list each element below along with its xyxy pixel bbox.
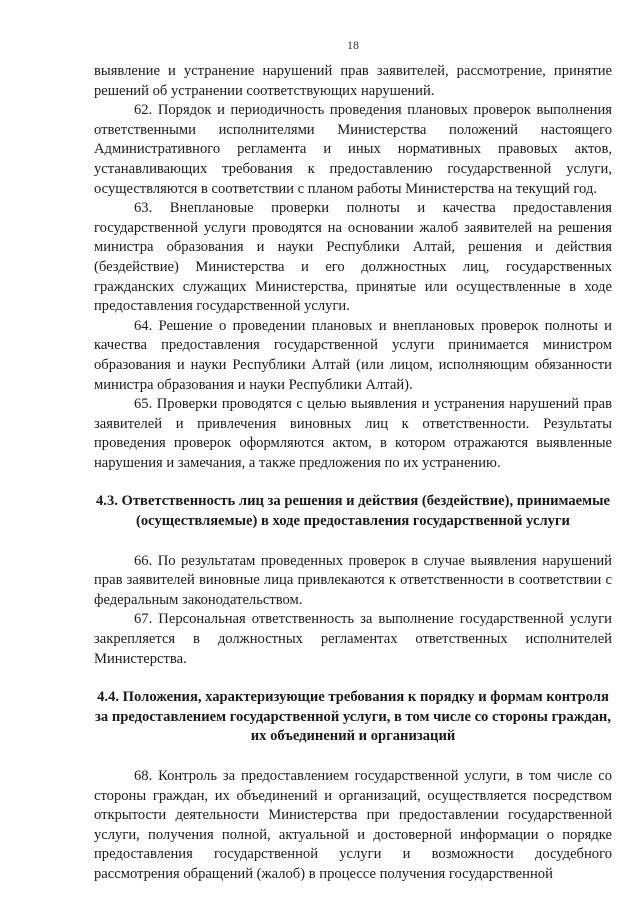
page-number: 18 (347, 38, 359, 52)
document-body (94, 62, 612, 885)
paragraph-65: 65. Проверки проводятся с целью выявления и устранения нарушений прав заявителей и привлечения виновных лиц к ответственности. Результаты проведения проверок оформляются актом, в котором отражаются выявленные нарушения и замечания, а также предложения по их устранению. (94, 396, 612, 471)
spacer (94, 532, 612, 552)
paragraph-64: 64. Решение о проведении плановых и внеплановых проверок полноты и качества предоставления государственной услуги принимается министром образования и науки Республики Алтай (или лицом, исполняющим обязанности министра образования и науки Республики Алтай). (94, 317, 612, 393)
paragraph-68: 68. Контроль за предоставлением государственной услуги, в том числе со стороны граждан, их объединений и организаций, осуществляется посредством открытости деятельности Министерства при предоставлении государственной услуги, получения полной, актуальной и достоверной информации о порядке предоставления государственной услуги и возможности досудебного рассмотрения обращений (жалоб) в процессе получения государственной (94, 768, 612, 882)
spacer (94, 747, 612, 767)
paragraph-67: 67. Персональная ответственность за выполнение государственной услуги закрепляется в должностных регламентах ответственных исполнителей Министерства. (94, 611, 612, 667)
section-heading-4-3: 4.3. Ответственность лиц за решения и действия (бездействие), принимаемые (осуществляемые) в ходе предоставления государственной услуги (96, 493, 610, 530)
paragraph-62: 62. Порядок и периодичность проведения плановых проверок выполнения ответственными исполнителями Министерства положений настоящего Административного регламента и иных нормативных правовых актов, устанавливающих требования к предоставлению государственной услуги, осуществляются в соответствии с планом работы Министерства на текущий год. (94, 102, 612, 197)
spacer (94, 669, 612, 688)
section-heading-4-4: 4.4. Положения, характеризующие требования к порядку и формам контроля за предоставлением государственной услуги, в том числе со стороны граждан, их объединений и организаций (95, 689, 611, 745)
paragraph-66: 66. По результатам проведенных проверок в случае выявления нарушений прав заявителей виновные лица привлекаются к ответственности в соответствии с федеральным законодательством. (94, 552, 612, 608)
spacer (94, 473, 612, 492)
paragraph-continuation: выявление и устранение нарушений прав заявителей, рассмотрение, принятие решений об устранении соответствующих нарушений. (94, 63, 612, 99)
paragraph-63: 63. Внеплановые проверки полноты и качества предоставления государственной услуги проводятся на основании жалоб заявителей на решения министра образования и науки Республики Алтай, решения и действия (бездействие) Министерства и его должностных лиц, государственных гражданских служащих Министерства, принятые или осуществленные в ходе предоставления государственной услуги. (94, 200, 612, 315)
